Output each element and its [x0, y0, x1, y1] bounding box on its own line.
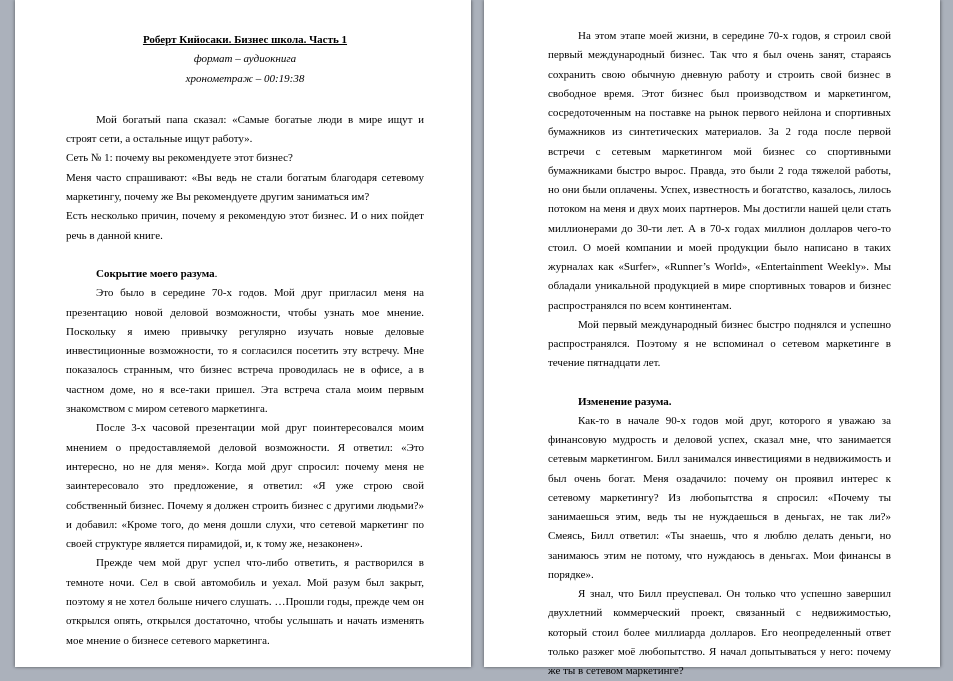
page-right-content: [548, 27, 891, 681]
body-paragraph: Мой первый международный бизнес быстро поднялся и успешно распространялся. Поэтому я не вспоминал о сетевом маркетинге в течение пятнадцати лет.: [548, 318, 891, 370]
spacer: [548, 374, 891, 393]
body-paragraph: После 3-х часовой презентации мой друг поинтересовался моим мнением о предоставляемой деловой возможности. Я ответил: «Это интересно, но не для меня». Когда мой друг спросил: почему меня не заинтересовало это предложение, я ответил: «Я уже строю свой собственный бизнес. Почему я должен строить бизнес с другими людьми?» и добавил: «Кроме того, до меня дошли слухи, что сетевой маркетинг по своей структуре является пирамидой, и, к тому же, незаконен».: [66, 422, 424, 551]
intro-paragraph: Мой богатый папа сказал: «Самые богатые люди в мире ищут и строят сети, а остальные ищут работу».: [66, 113, 424, 146]
body-paragraph: На этом этапе моей жизни, в середине 70-х годов, я строил свой первый международный бизнес. Так что я был очень занят, стараясь сохранить свою обычную дневную работу и строить свой бизнес в свободное время. Этот бизнес был производством и маркетингом, сосредоточенным на поставке на рынок первого нейлона и спортивных бумажников из синтетических материалов. За 2 года после первой встречи с сетевым маркетингом мой бизнес со спортивными бумажниками быстро вырос. Правда, это были 2 года тяжелой работы, но они были оплачены. Успех, известность и богатство, казалось, лилось потоком на меня и двух моих партнеров. Мы достигли нашей цели стать миллионерами до 30-ти лет. А в 70-х годах миллион долларов чего-то стоил. О моей компании и моей продукции было написано в таких журналах как «Surfer», «Runner’s World», «Entertainment Weekly». Мы обладали уникальной продукцией в мире спортивных товаров и бизнес распространялся по всем континентам.: [548, 30, 891, 312]
body-paragraph: Я знал, что Билл преуспевал. Он только что успешно завершил двухлетний коммерческий проект, связанный с недвижимостью, который стоил более миллиарда долларов. Его неопределенный ответ только разжег моё любопытство. Я начал допытываться у него: почему же ты в сетевом маркетинге?: [548, 588, 891, 677]
body-paragraph: Прежде чем мой друг успел что-либо ответить, я растворился в темноте ночи. Сел в свой автомобиль и уехал. Мой разум был закрыт, поэтому я не хотел больше ничего слушать. …Прошли годы, прежде чем он открылся опять, открылся достаточно, чтобы услышать и начать изменять мое мнение о бизнесе сетевого маркетинга.: [66, 557, 424, 647]
body-paragraph: Это было в середине 70-х годов. Мой друг пригласил меня на презентацию новой деловой возможности, чтобы узнать мое мнение. Поскольку я имею привычку регулярно изучать новые деловые инвестиционные возможности, то я согласился посетить эту встречу. Мне показалось странным, что бизнес встреча проводилась не в офисе, а в частном доме, но я все-таки пришел. Эта встреча стала моим первым знакомством с миром сетевого маркетинга.: [66, 287, 424, 416]
body-paragraph: Как-то в начале 90-х годов мой друг, которого я уважаю за финансовую мудрость и деловой успех, сказал мне, что занимается сетевым маркетингом. Билл занимался инвестициями в недвижимость и был очень богат. Меня озадачило: почему он проявил интерес к сетевому маркетингу? Из любопытства я спросил: «Почему ты занимаешься этим, ведь ты не нуждаешься в деньгах, не так ли?» Смеясь, Билл ответил: «Ты знаешь, что я люблю делать деньги, но занимаюсь этим не потому, что нуждаюсь в деньгах. Мои финансы в порядке».: [548, 414, 891, 581]
format-line: формат – аудиокнига: [193, 53, 297, 66]
section-heading-suffix: .: [214, 267, 218, 280]
spacer: [66, 89, 424, 111]
intro-paragraph: Есть несколько причин, почему я рекомендую этот бизнес. И о них пойдет речь в данной книге.: [66, 210, 424, 242]
document-page-right: [484, 0, 940, 677]
section-heading: [66, 265, 424, 284]
document-title: Роберт Кийосаки. Бизнес школа. Часть 1: [142, 34, 348, 46]
spacer: [66, 246, 424, 265]
page-left-content: [66, 31, 424, 651]
duration-line: хронометраж – 00:19:38: [185, 72, 305, 85]
intro-paragraph: Сеть № 1: почему вы рекомендуете этот бизнес?: [66, 152, 293, 165]
section-heading: Изменение разума.: [578, 395, 672, 408]
intro-paragraph: Меня часто спрашивают: «Вы ведь не стали богатым благодаря сетевому маркетингу, почему же Вы рекомендуете другим заниматься им?: [66, 171, 424, 204]
document-page-left: [15, 0, 471, 667]
section-heading-text: Сокрытие моего разума: [96, 267, 215, 280]
